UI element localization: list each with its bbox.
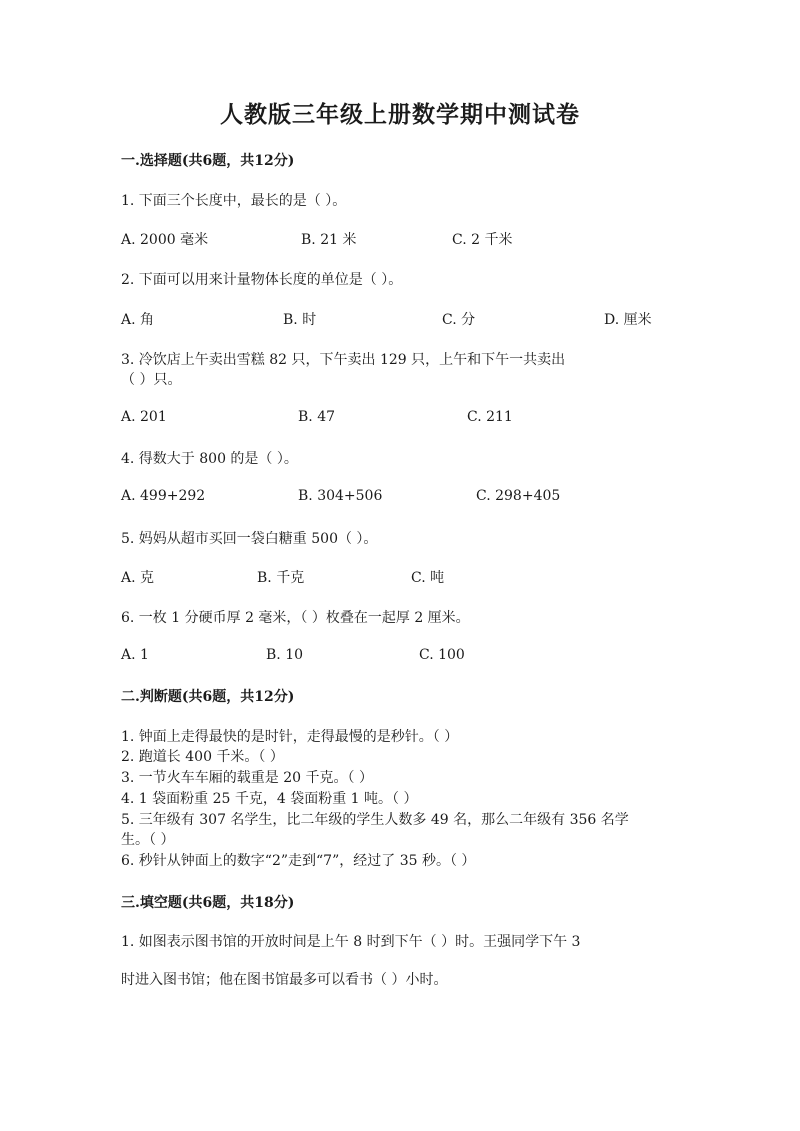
section-heading-judgment: 二.判断题(共6题，共12分) [121,689,295,705]
option-d: D. 厘米 [604,312,652,328]
option-c: C. 211 [467,409,513,425]
question-text-continued: （ ）只。 [121,372,182,388]
option-c: C. 分 [442,312,476,328]
option-a: A. 2000 毫米 [121,232,209,248]
option-a: A. 201 [121,409,167,425]
option-c: C. 吨 [411,570,445,586]
option-b: B. 47 [298,409,336,425]
fill-line: 时进入图书馆；他在图书馆最多可以看书（ ）小时。 [121,972,448,988]
statement-line: 4. 1 袋面粉重 25 千克，4 袋面粉重 1 吨。（ ） [121,791,418,807]
question-text: 1. 下面三个长度中，最长的是（ ）。 [121,193,347,209]
option-b: B. 千克 [257,570,305,586]
question-text: 3. 冷饮店上午卖出雪糕 82 只，下午卖出 129 只，上午和下午一共卖出 [121,352,566,368]
section-heading-choice: 一.选择题(共6题，共12分) [121,153,295,169]
option-c: C. 2 千米 [452,232,513,248]
question-text: 2. 下面可以用来计量物体长度的单位是（ ）。 [121,272,403,288]
statement-line: 1. 钟面上走得最快的是时针，走得最慢的是秒针。（ ） [121,729,459,745]
statement-line: 2. 跑道长 400 千米。（ ） [121,749,284,765]
option-a: A. 角 [121,312,155,328]
section-heading-fill: 三.填空题(共6题，共18分) [121,895,295,911]
question-text: 6. 一枚 1 分硬币厚 2 毫米，（ ）枚叠在一起厚 2 厘米。 [121,610,470,626]
option-b: B. 304+506 [298,488,383,504]
option-c: C. 100 [419,647,465,663]
fill-line: 1. 如图表示图书馆的开放时间是上午 8 时到下午（ ）时。王强同学下午 3 [121,934,581,950]
question-text: 4. 得数大于 800 的是（ ）。 [121,451,298,467]
option-b: B. 时 [283,312,317,328]
statement-line: 6. 秒针从钟面上的数字“2”走到“7”，经过了 35 秒。（ ） [121,853,476,869]
option-b: B. 10 [266,647,304,663]
statement-line: 5. 三年级有 307 名学生，比二年级的学生人数多 49 名，那么二年级有 356 名学 [121,812,629,828]
statement-line: 3. 一节火车车厢的载重是 20 千克。（ ） [121,770,373,786]
page-title: 人教版三年级上册数学期中测试卷 [220,101,580,128]
option-a: A. 克 [121,570,155,586]
statement-line: 生。（ ） [121,832,175,848]
option-a: A. 499+292 [121,488,206,504]
option-b: B. 21 米 [301,232,357,248]
option-a: A. 1 [121,647,149,663]
question-text: 5. 妈妈从超市买回一袋白糖重 500（ ）。 [121,531,378,547]
option-c: C. 298+405 [476,488,561,504]
